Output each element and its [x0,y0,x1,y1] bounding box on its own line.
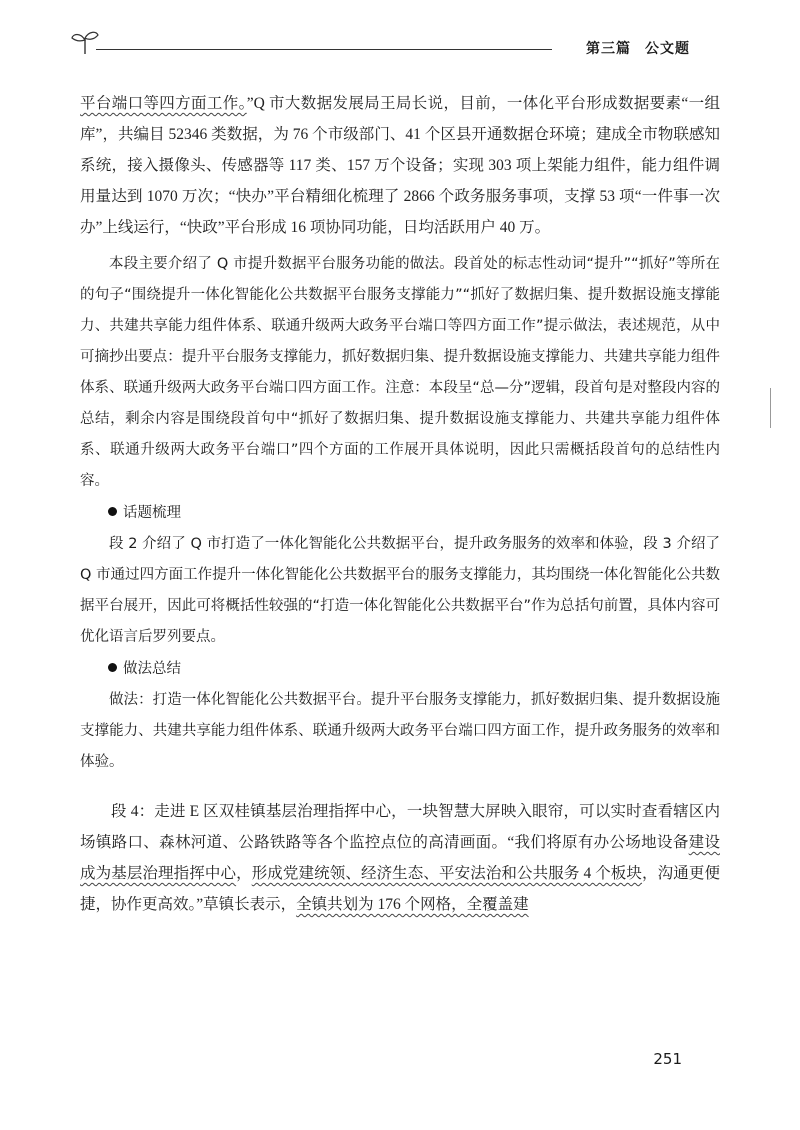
section-heading-topic [80,497,720,529]
bullet-icon [108,663,117,672]
header-part: 第三篇 [586,41,631,57]
case-paragraph-text: ”Q 市大数据发展局王局长说，目前，一体化平台形成数据要素“一组库”，共编目 52346 类数据，为 76 个市级部门、41 个区县开通数据仓环境；建成全市物联感知系统，接入摄像头、传感器等 117 类、157 万个设备；实现 303 项上架能力组件，能力组件调用量达到 1070 万次；“快办”平台精细化梳理了 2866 个政务服务事项，支撑 53 项“一件事一次办”上线运行，“快政”平台形成 16 项协同功能，日均活跃用户 40 万。 [80,95,720,236]
page-number: 251 [653,1050,682,1068]
case-paragraph-continued [80,88,720,243]
topic-paragraph: 段 2 介绍了 Q 市打造了一体化智能化公共数据平台，提升政务服务的效率和体验，段 3 介绍了 Q 市通过四方面工作提升一体化智能化公共数据平台的服务支撑能力，其均围绕一体化智能化公共数据平台展开，因此可将概括性较强的“打造一体化智能化公共数据平台”作为总括句前置，具体内容可优化语言后罗列要点。 [80,536,720,645]
heading-text: 做法总结 [123,661,181,677]
header-title [586,38,690,58]
page-content [80,88,720,920]
case-paragraph-4 [80,796,720,920]
running-header [70,20,690,60]
underlined-phrase: 全镇共划为 176 个网格，全覆盖建 [296,896,529,913]
header-section: 公文题 [645,41,690,57]
margin-mark [770,388,771,428]
case-text: 段 4：走进 E 区双桂镇基层治理指挥中心，一块智慧大屏映入眼帘，可以实时查看辖区内场镇路口、森林河道、公路铁路等各个监控点位的高清画面。“我们将原有办公场地设备 [80,803,720,851]
summary-paragraph: 做法：打造一体化智能化公共数据平台。提升平台服务支撑能力，抓好数据归集、提升数据设施支撑能力、共建共享能力组件体系、联通升级两大政务平台端口四方面工作，提升政务服务的效率和体验。 [80,692,720,770]
case-text: ， [236,865,252,882]
section-heading-summary [80,653,720,685]
paragraph-gap [80,778,720,796]
heading-text: 话题梳理 [123,505,181,521]
bullet-icon [108,507,117,516]
sprout-icon [70,28,100,56]
underlined-phrase: 形成党建统领、经济生态、平安法治和公共服务 4 个板块 [251,865,643,882]
analysis-paragraph: 本段主要介绍了 Q 市提升数据平台服务功能的做法。段首处的标志性动词“提升”“抓好”等所在的句子“围绕提升一体化智能化公共数据平台服务支撑能力”“抓好了数据归集、提升数据设施支撑能力、共建共享能力组件体系、联通升级两大政务平台端口等四方面工作”提示做法，表述规范，从中可摘抄出要点：提升平台服务支撑能力，抓好数据归集、提升数据设施支撑能力、共建共享能力组件体系、联通升级两大政务平台端口四方面工作。注意：本段呈“总—分”逻辑，段首句是对整段内容的总结，剩余内容是围绕段首句中“抓好了数据归集、提升数据设施支撑能力、共建共享能力组件体系、联通升级两大政务平台端口”四个方面的工作展开具体说明，因此只需概括段首句的总结性内容。 [80,256,720,489]
underlined-phrase: 建设成为基层治理指挥中心 [80,834,720,882]
case-text: ，沟通更便捷，协作更高效。”草镇长表示， [80,865,720,913]
underlined-phrase: 平台端口等四方面工作。 [80,95,247,112]
header-rule [96,49,552,50]
